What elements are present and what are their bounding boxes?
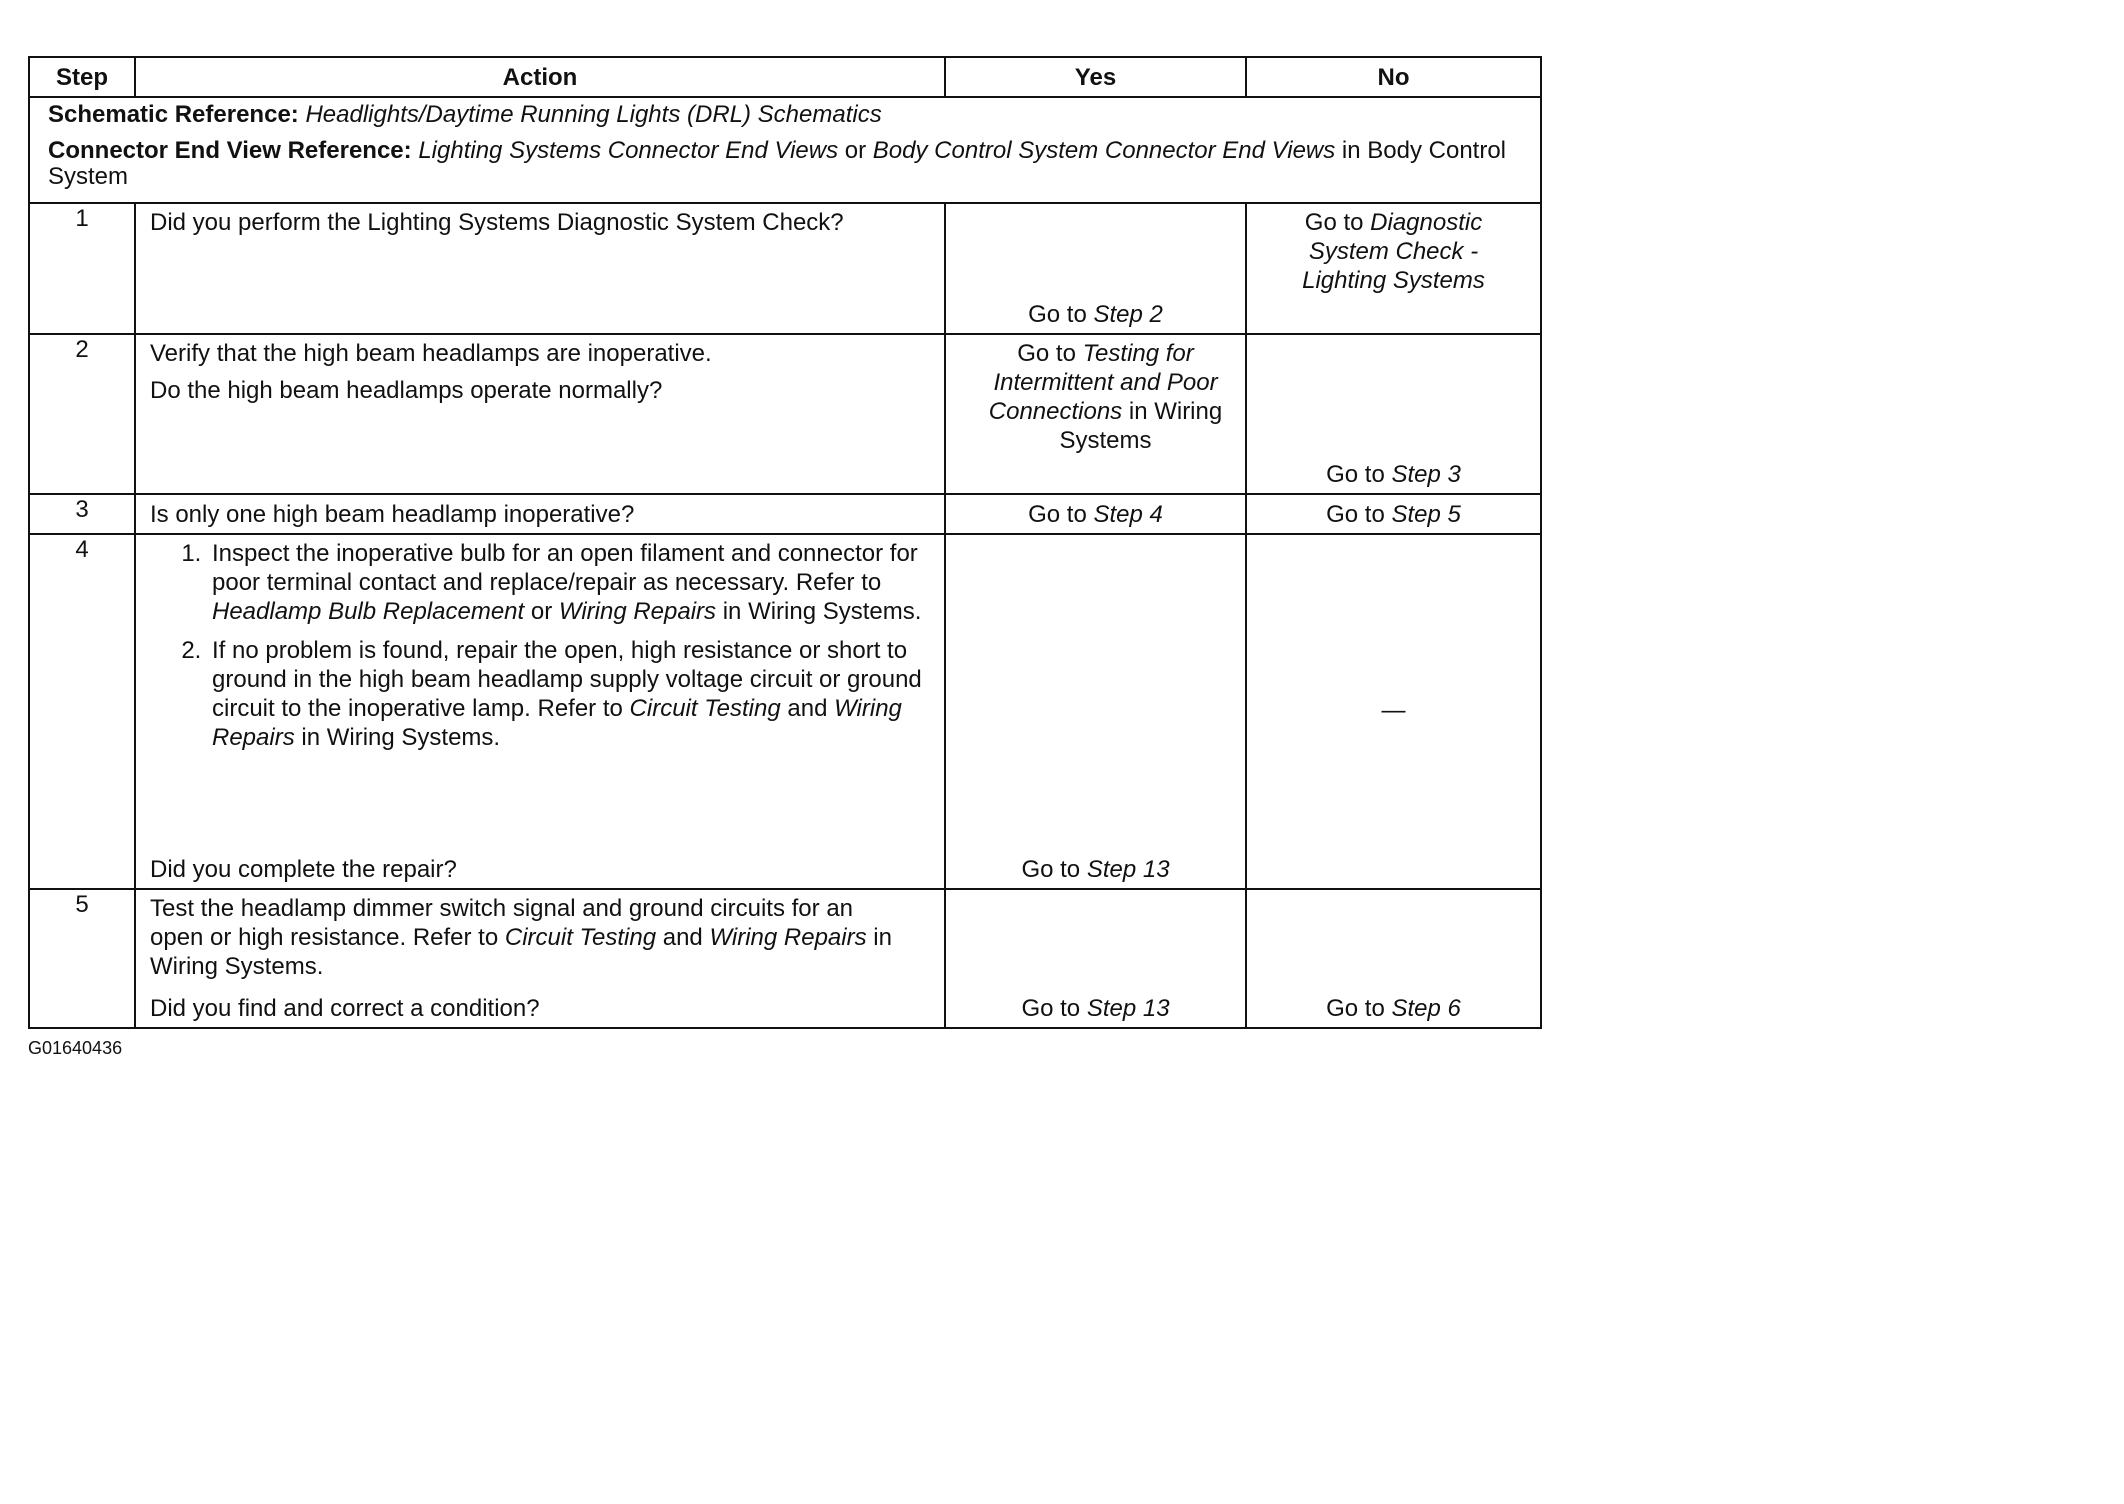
doc-reference: Wiring Repairs	[558, 598, 717, 625]
yes-target: Step 4	[1093, 500, 1163, 528]
step-number: 5	[29, 889, 135, 1028]
doc-reference: Circuit Testing	[504, 924, 657, 951]
no-cell	[1246, 889, 1541, 1028]
reference-row	[29, 97, 1541, 203]
yes-target: Step 13	[1086, 995, 1170, 1022]
action-text: Verify that the high beam headlamps are inoperative.	[150, 340, 712, 367]
action-text: Did you perform the Lighting Systems Diagnostic System Check?	[150, 209, 844, 236]
repair-steps-list	[150, 539, 930, 752]
no-cell	[1246, 203, 1541, 334]
yes-cell	[945, 334, 1246, 494]
yes-result	[946, 300, 1245, 329]
no-cell	[1246, 534, 1541, 889]
list-item	[208, 636, 930, 752]
list-item-text: and	[780, 695, 835, 722]
figure-id: G01640436	[28, 1038, 123, 1058]
yes-cell	[945, 203, 1246, 334]
table-row	[29, 534, 1541, 889]
step-number: 1	[29, 203, 135, 334]
list-item-text: in Wiring Systems.	[294, 724, 501, 751]
connector-reference-link-2: Body Control System Connector End Views	[872, 137, 1336, 164]
step-number: 3	[29, 494, 135, 534]
schematic-reference	[48, 100, 1522, 129]
action-text-part: and	[656, 924, 710, 951]
action-text-part: Test the headlamp dimmer switch signal and ground circuits for an open or high resistance. Refer to	[150, 895, 854, 951]
list-item-text: or	[524, 598, 559, 625]
header-no: No	[1246, 57, 1541, 97]
no-target: Step 6	[1391, 995, 1461, 1022]
no-prefix: Go to	[1326, 461, 1392, 488]
action-cell	[135, 494, 945, 534]
no-result	[1247, 460, 1540, 489]
list-item-text: in Wiring Systems.	[716, 598, 922, 625]
yes-result	[946, 994, 1245, 1023]
connector-reference-link-1: Lighting Systems Connector End Views	[418, 137, 839, 164]
header-step: Step	[29, 57, 135, 97]
list-item-text: Inspect the inoperative bulb for an open filament and connector for poor terminal contact and replace/repair as necessary. Refer to	[212, 540, 918, 596]
no-prefix: Go to	[1304, 209, 1371, 236]
action-cell	[135, 334, 945, 494]
yes-cell	[945, 534, 1246, 889]
yes-suffix: in Wiring Systems	[1059, 398, 1223, 454]
list-item	[208, 539, 930, 626]
doc-reference: Headlamp Bulb Replacement	[212, 598, 525, 625]
doc-reference: Wiring Repairs	[212, 695, 902, 751]
yes-target: Step 2	[1093, 301, 1163, 328]
header-row	[29, 57, 1541, 97]
schematic-reference-link: Headlights/Daytime Running Lights (DRL) Schematics	[305, 101, 882, 128]
action-question: Did you complete the repair?	[150, 856, 457, 883]
doc-reference: Circuit Testing	[629, 695, 781, 722]
no-prefix: Go to	[1326, 995, 1392, 1022]
table-row	[29, 494, 1541, 534]
step-number: 4	[29, 534, 135, 889]
no-result	[1247, 994, 1540, 1023]
no-result-dash: —	[1381, 696, 1406, 724]
yes-target: Step 13	[1086, 856, 1170, 883]
action-cell	[135, 889, 945, 1028]
table-row	[29, 334, 1541, 494]
yes-result	[946, 855, 1245, 884]
action-cell	[135, 534, 945, 889]
connector-reference	[48, 138, 1522, 190]
yes-prefix: Go to	[1021, 856, 1087, 883]
yes-cell	[945, 889, 1246, 1028]
no-result	[1247, 204, 1540, 295]
action-text-part: in Wiring Systems.	[150, 924, 892, 980]
action-cell	[135, 203, 945, 334]
doc-reference: Wiring Repairs	[709, 924, 867, 951]
table-row	[29, 203, 1541, 334]
action-question: Do the high beam headlamps operate normally?	[150, 377, 663, 404]
no-target: Diagnostic System Check - Lighting Systems	[1302, 209, 1485, 294]
yes-target: Testing for Intermittent and Poor Connections	[988, 340, 1218, 425]
yes-prefix: Go to	[1028, 500, 1094, 528]
connector-reference-label: Connector End View Reference:	[48, 137, 412, 164]
no-prefix: Go to	[1326, 500, 1392, 528]
action-text	[150, 894, 904, 981]
step-number: 2	[29, 334, 135, 494]
yes-prefix: Go to	[1017, 340, 1083, 367]
header-yes: Yes	[945, 57, 1246, 97]
header-action: Action	[135, 57, 945, 97]
list-item-text: If no problem is found, repair the open, high resistance or short to ground in the high beam headlamp supply voltage circuit or ground circuit to the inoperative lamp. Refer to	[212, 637, 922, 722]
no-target: Step 3	[1391, 461, 1461, 488]
yes-prefix: Go to	[1021, 995, 1087, 1022]
schematic-reference-label: Schematic Reference:	[48, 101, 299, 128]
no-cell	[1246, 494, 1541, 534]
yes-result	[946, 335, 1245, 455]
yes-prefix: Go to	[1028, 301, 1094, 328]
connector-reference-suffix: in Body Control System	[48, 137, 1507, 190]
action-question: Did you find and correct a condition?	[150, 995, 540, 1022]
no-cell	[1246, 334, 1541, 494]
connector-reference-or: or	[838, 137, 873, 164]
yes-cell	[945, 494, 1246, 534]
table-row	[29, 889, 1541, 1028]
no-target: Step 5	[1391, 500, 1461, 528]
reference-cell	[29, 97, 1541, 203]
action-text: Is only one high beam headlamp inoperative?	[150, 500, 635, 528]
diagnostic-table	[28, 56, 1542, 1029]
